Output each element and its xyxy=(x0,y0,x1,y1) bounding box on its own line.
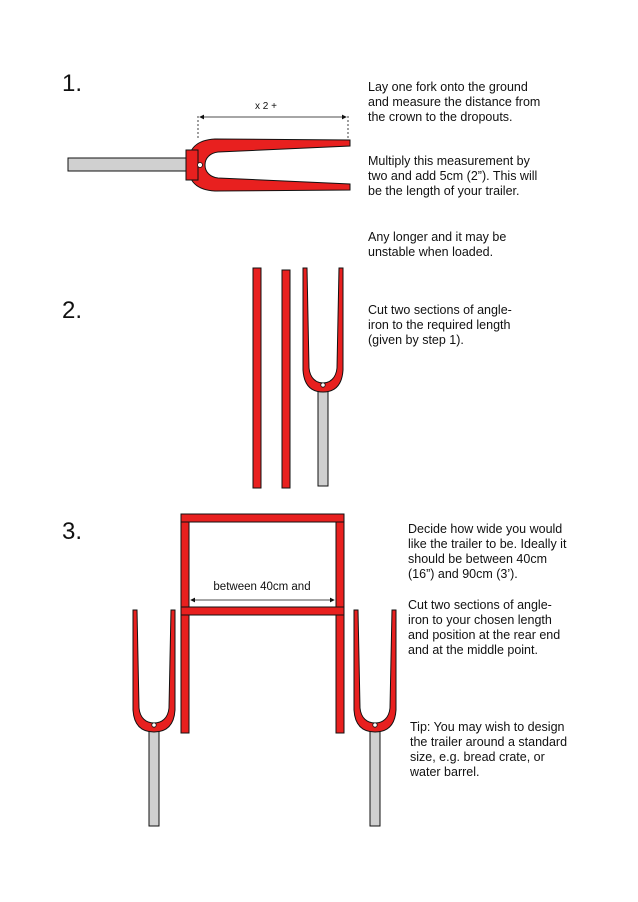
side-rail-left xyxy=(181,515,189,733)
angle-iron-section-2 xyxy=(282,270,290,488)
step-1-paragraph-warning: Any longer and it may be unstable when loaded. xyxy=(368,230,507,259)
step-3-number: 3. xyxy=(62,518,83,545)
left-fork-blades xyxy=(133,610,175,732)
step-2-diagram xyxy=(253,268,343,488)
right-fork-crown-bolt xyxy=(373,723,377,727)
right-fork-blades xyxy=(354,610,396,732)
steerer-tube xyxy=(68,158,190,171)
step-3-paragraph-position: Cut two sections of angle-iron to your chosen length and position at the rear end and at the middle point. xyxy=(408,598,561,657)
step-2-steerer-tube xyxy=(318,390,328,486)
left-fork-steerer-tube xyxy=(149,730,159,826)
step-1-fork-diagram xyxy=(68,101,350,191)
step-3-dimension-label: between 40cm and xyxy=(213,581,311,593)
step-3-paragraph-width: Decide how wide you would like the trailer to be. Ideally it should be between 40cm (16”) and 90cm (3’). xyxy=(408,522,567,581)
side-rail-right xyxy=(336,515,344,733)
step-2-number: 2. xyxy=(62,297,83,324)
step-1-dimension-label: x 2 + xyxy=(255,101,277,112)
left-fork-crown-bolt xyxy=(152,723,156,727)
right-fork-steerer-tube xyxy=(370,730,380,826)
crown-bolt xyxy=(198,163,203,168)
fork-crown xyxy=(186,150,198,180)
step-1-paragraph-multiply: Multiply this measurement by two and add 5cm (2”). This will be the length of your trailer. xyxy=(368,154,538,198)
fork-blades xyxy=(188,139,350,191)
cross-member-middle xyxy=(181,607,344,615)
step-3-diagram xyxy=(133,514,396,826)
step-2-paragraph-cut: Cut two sections of angle-iron to the required length (given by step 1). xyxy=(368,303,512,347)
angle-iron-section-1 xyxy=(253,268,261,488)
step-1-paragraph-measure: Lay one fork onto the ground and measure the distance from the crown to the dropouts. xyxy=(368,80,541,124)
step-2-fork-blades xyxy=(303,268,343,392)
cross-member-rear xyxy=(181,514,344,522)
step-3-tip: Tip: You may wish to design the trailer around a standard size, e.g. bread crate, or water barrel. xyxy=(410,720,568,779)
step-1-number: 1. xyxy=(62,70,83,97)
step-2-crown-bolt xyxy=(321,383,325,387)
